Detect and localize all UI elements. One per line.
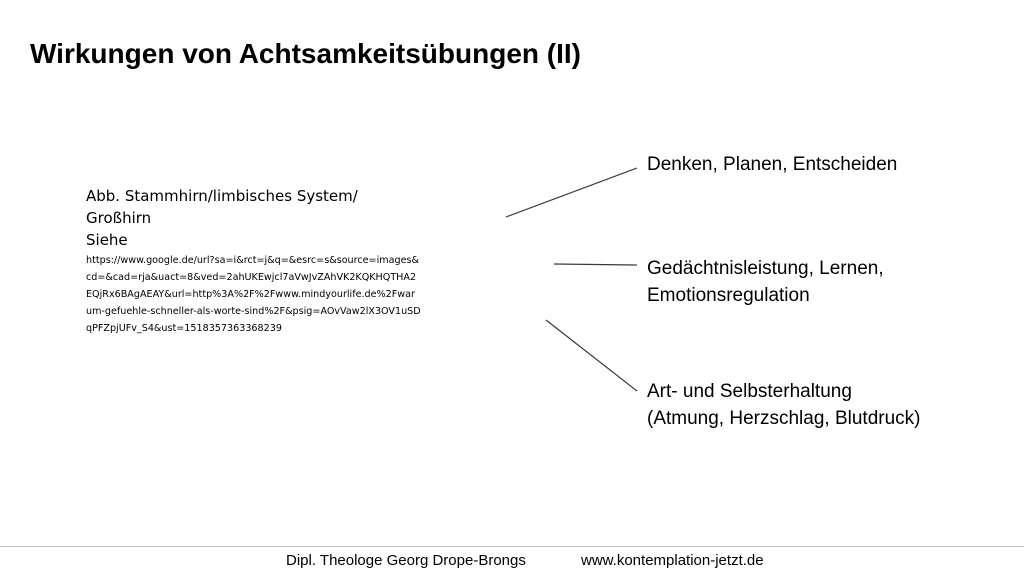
- label-memory: [647, 255, 884, 309]
- footer-author: Dipl. Theologe Georg Drope-Brongs: [286, 552, 526, 569]
- footer-website[interactable]: www.kontemplation-jetzt.de: [581, 552, 764, 569]
- connector-line-thinking: [506, 168, 637, 217]
- label-survival-line-1: Art- und Selbsterhaltung: [647, 381, 852, 402]
- label-thinking-line-1: Denken, Planen, Entscheiden: [647, 154, 898, 175]
- footer-divider: [0, 546, 1024, 547]
- label-thinking: [647, 151, 897, 178]
- slide-title: Wirkungen von Achtsamkeitsübungen (II): [30, 38, 581, 69]
- label-memory-line-2: Emotionsregulation: [647, 285, 810, 306]
- label-survival: [647, 378, 921, 432]
- caption-line-3: Siehe: [86, 231, 128, 249]
- caption-line-1: Abb. Stammhirn/limbisches System/: [86, 187, 358, 205]
- label-memory-line-1: Gedächtnisleistung, Lernen,: [647, 258, 884, 279]
- source-url[interactable]: https://www.google.de/url?sa=i&rct=j&q=&esrc=s&source=images&cd=&cad=rja&uact=8&ved=2ahUKEwjcl7aVwJvZAhVK2KQKHQTHA2EQjRx6BAgAEAY&url=http%3A%2F%2Fwww.mindyourlife.de%2Fwarum-gefuehle-schneller-als-worte-sind%2F&psig=AOvVaw2lX3OV1uSDqPFZpjUFv_S4&ust=1518357363368239: [86, 255, 421, 334]
- connector-line-memory: [554, 264, 637, 265]
- caption-line-2: Großhirn: [86, 209, 152, 227]
- connector-line-survival: [546, 320, 637, 391]
- label-survival-line-2: (Atmung, Herzschlag, Blutdruck): [647, 408, 921, 429]
